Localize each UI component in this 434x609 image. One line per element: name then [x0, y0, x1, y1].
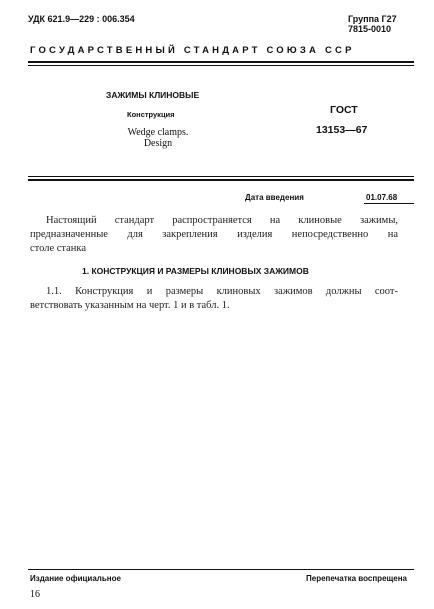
intro-line: Настоящий стандарт распространяется на клиновые зажимы,: [46, 215, 398, 226]
effective-date-label: Дата введения: [245, 193, 304, 202]
english-title-line2: Design: [143, 138, 173, 149]
intro-line: предназначенные для закрепления изделия непосредственно на: [30, 229, 398, 240]
gost-label: ГОСТ: [330, 104, 358, 116]
title-double-rule-upper: [28, 176, 414, 177]
document-subtitle: Конструкция: [127, 110, 175, 119]
group-code: [348, 14, 397, 34]
official-edition-note: Издание официальное: [30, 574, 121, 583]
footer-rule: [28, 569, 414, 570]
gost-number: 13153—67: [316, 124, 368, 136]
clause-paragraph: [30, 285, 398, 313]
intro-line: столе станка: [30, 243, 87, 254]
group-label: Группа Г27: [348, 14, 397, 24]
effective-date-value: 01.07.68: [366, 193, 398, 202]
clause-line: 1.1. Конструкция и размеры клиновых зажимов должны соот-: [46, 286, 398, 297]
reprint-prohibited-note: Перепечатка воспрещена: [306, 574, 407, 583]
page-number: 16: [30, 589, 40, 600]
section-heading: 1. КОНСТРУКЦИЯ И РАЗМЕРЫ КЛИНОВЫХ ЗАЖИМОВ: [82, 266, 309, 276]
effective-date-underline: [364, 203, 414, 204]
okp-code: 7815-0010: [348, 24, 392, 34]
clause-line: ветствовать указанным на черт. 1 и в табл. 1.: [30, 300, 230, 311]
english-title: [122, 127, 194, 149]
udc-code: УДК 621.9—229 : 006.354: [28, 14, 135, 24]
intro-paragraph: [30, 214, 398, 256]
title-double-rule-lower: [28, 179, 414, 181]
top-double-rule-upper: [28, 61, 414, 63]
document-title: ЗАЖИМЫ КЛИНОВЫЕ: [106, 90, 200, 100]
top-double-rule-lower: [28, 65, 414, 66]
state-standard-heading: ГОСУДАРСТВЕННЫЙ СТАНДАРТ СОЮЗА ССР: [30, 45, 355, 56]
english-title-line1: Wedge clamps.: [127, 127, 189, 138]
